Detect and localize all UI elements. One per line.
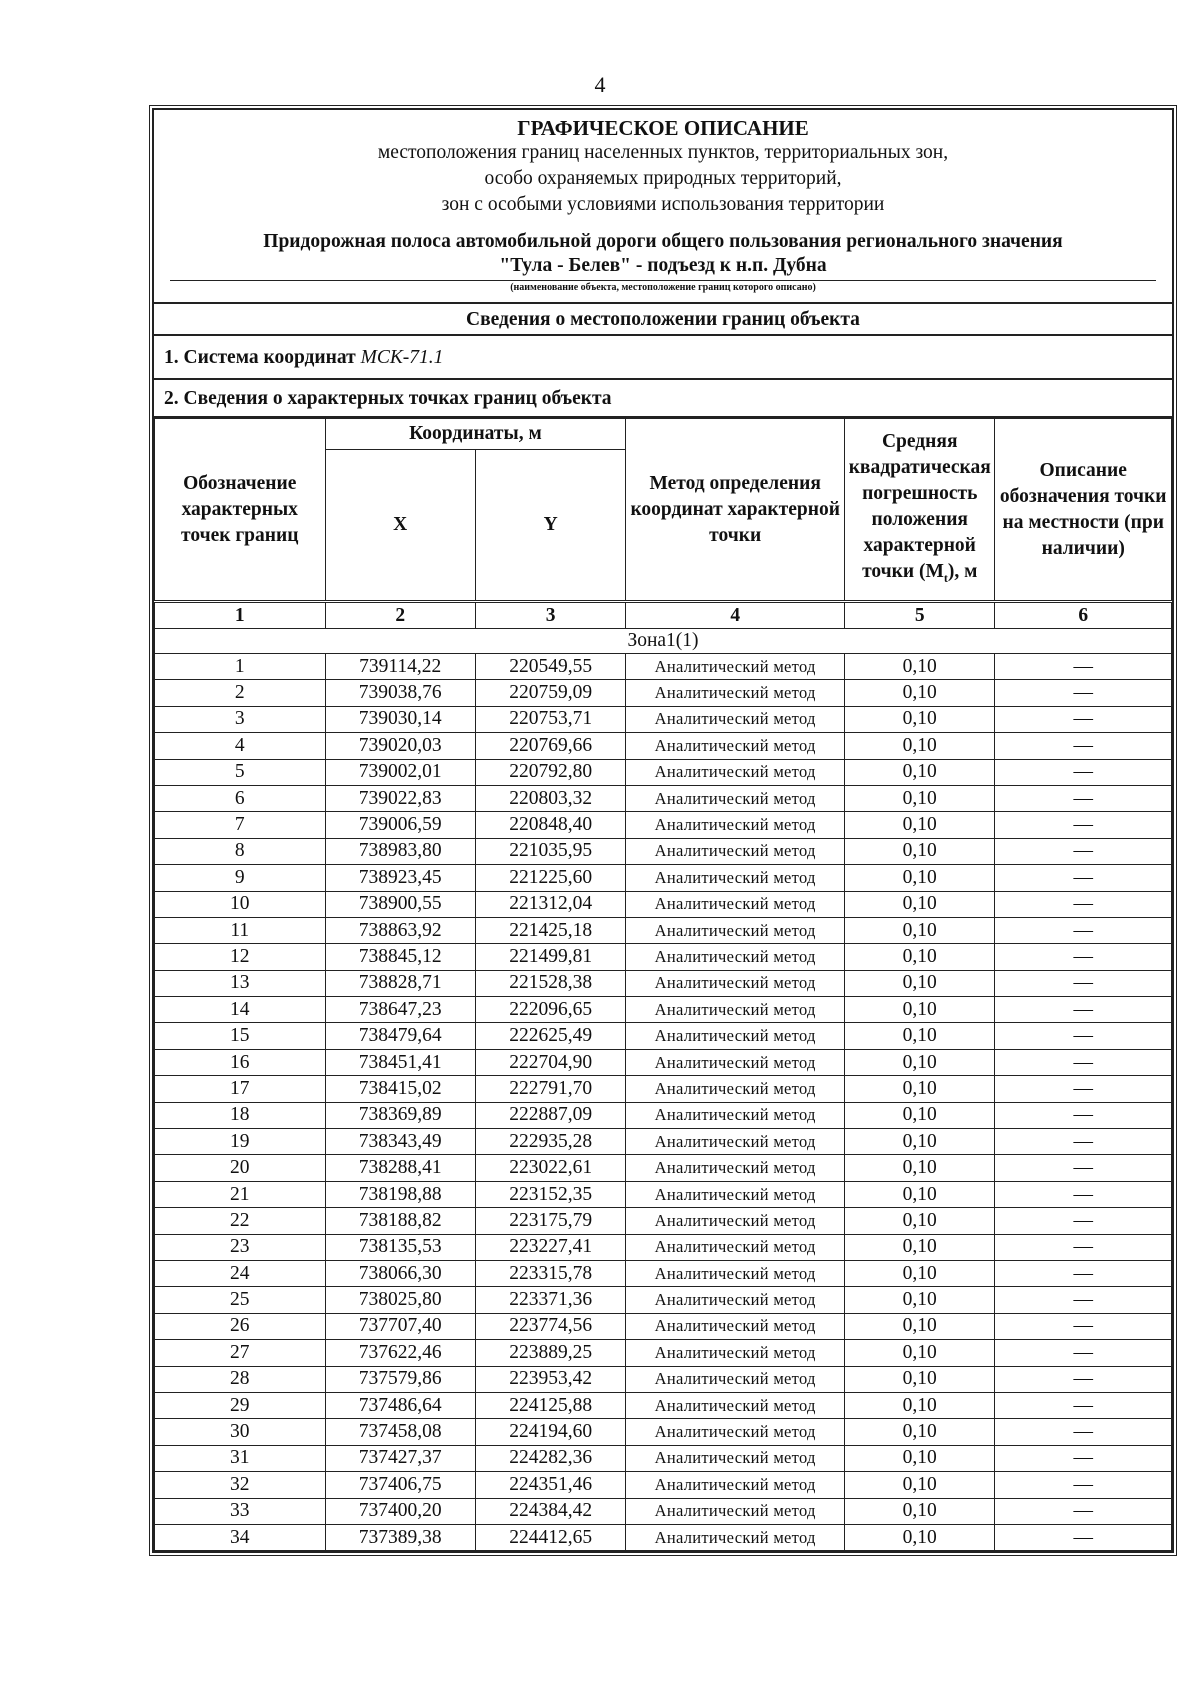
description-cell: — bbox=[995, 1234, 1172, 1260]
method-cell: Аналитический метод bbox=[626, 1076, 845, 1102]
accuracy-cell: 0,10 bbox=[845, 970, 995, 996]
y-coordinate: 222704,90 bbox=[475, 1049, 625, 1075]
point-number: 23 bbox=[155, 1234, 326, 1260]
method-cell: Аналитический метод bbox=[626, 1524, 845, 1550]
point-number: 31 bbox=[155, 1445, 326, 1471]
table-row bbox=[155, 1208, 1172, 1234]
document-title: ГРАФИЧЕСКОЕ ОПИСАНИЕ bbox=[517, 116, 809, 140]
point-number: 13 bbox=[155, 970, 326, 996]
method-cell: Аналитический метод bbox=[626, 1260, 845, 1286]
x-coordinate: 738288,41 bbox=[325, 1155, 475, 1181]
accuracy-cell: 0,10 bbox=[845, 1472, 995, 1498]
accuracy-cell: 0,10 bbox=[845, 1498, 995, 1524]
table-row bbox=[155, 1023, 1172, 1049]
description-cell: — bbox=[995, 997, 1172, 1023]
point-number: 14 bbox=[155, 997, 326, 1023]
accuracy-cell: 0,10 bbox=[845, 1392, 995, 1418]
point-number: 19 bbox=[155, 1129, 326, 1155]
point-number: 18 bbox=[155, 1102, 326, 1128]
table-row bbox=[155, 1102, 1172, 1128]
x-coordinate: 737707,40 bbox=[325, 1313, 475, 1339]
accuracy-cell: 0,10 bbox=[845, 1049, 995, 1075]
table-row bbox=[155, 1181, 1172, 1207]
description-cell: — bbox=[995, 1287, 1172, 1313]
table-row bbox=[155, 1260, 1172, 1286]
table-row bbox=[155, 917, 1172, 943]
column-number: 3 bbox=[475, 602, 625, 629]
x-coordinate: 737458,08 bbox=[325, 1419, 475, 1445]
description-cell: — bbox=[995, 838, 1172, 864]
y-coordinate: 220753,71 bbox=[475, 706, 625, 732]
accuracy-cell: 0,10 bbox=[845, 1287, 995, 1313]
y-coordinate: 223227,41 bbox=[475, 1234, 625, 1260]
table-body bbox=[155, 602, 1172, 1551]
y-coordinate: 222625,49 bbox=[475, 1023, 625, 1049]
header-x: X bbox=[325, 450, 475, 602]
x-coordinate: 738479,64 bbox=[325, 1023, 475, 1049]
method-cell: Аналитический метод bbox=[626, 1181, 845, 1207]
x-coordinate: 737406,75 bbox=[325, 1472, 475, 1498]
method-cell: Аналитический метод bbox=[626, 1049, 845, 1075]
x-coordinate: 738828,71 bbox=[325, 970, 475, 996]
y-coordinate: 223953,42 bbox=[475, 1366, 625, 1392]
coordinate-system-value: МСК-71.1 bbox=[360, 347, 444, 368]
header-point-designation: Обозначение характерных точек границ bbox=[155, 419, 326, 602]
y-coordinate: 223774,56 bbox=[475, 1313, 625, 1339]
x-coordinate: 738369,89 bbox=[325, 1102, 475, 1128]
y-coordinate: 221225,60 bbox=[475, 865, 625, 891]
x-coordinate: 737486,64 bbox=[325, 1392, 475, 1418]
x-coordinate: 737579,86 bbox=[325, 1366, 475, 1392]
description-cell: — bbox=[995, 680, 1172, 706]
point-number: 33 bbox=[155, 1498, 326, 1524]
x-coordinate: 738188,82 bbox=[325, 1208, 475, 1234]
method-cell: Аналитический метод bbox=[626, 917, 845, 943]
y-coordinate: 221312,04 bbox=[475, 891, 625, 917]
coordinate-system-label: 1. Система координат bbox=[164, 347, 356, 368]
table-row bbox=[155, 1472, 1172, 1498]
method-cell: Аналитический метод bbox=[626, 1234, 845, 1260]
column-number: 1 bbox=[155, 602, 326, 629]
table-row bbox=[155, 1392, 1172, 1418]
x-coordinate: 739006,59 bbox=[325, 812, 475, 838]
y-coordinate: 222096,65 bbox=[475, 997, 625, 1023]
x-coordinate: 738343,49 bbox=[325, 1129, 475, 1155]
x-coordinate: 738647,23 bbox=[325, 997, 475, 1023]
description-cell: — bbox=[995, 1419, 1172, 1445]
y-coordinate: 224194,60 bbox=[475, 1419, 625, 1445]
accuracy-cell: 0,10 bbox=[845, 1234, 995, 1260]
method-cell: Аналитический метод bbox=[626, 733, 845, 759]
point-number: 17 bbox=[155, 1076, 326, 1102]
column-number: 4 bbox=[626, 602, 845, 629]
table-row bbox=[155, 680, 1172, 706]
description-cell: — bbox=[995, 1392, 1172, 1418]
description-cell: — bbox=[995, 1155, 1172, 1181]
table-row bbox=[155, 997, 1172, 1023]
method-cell: Аналитический метод bbox=[626, 680, 845, 706]
point-number: 8 bbox=[155, 838, 326, 864]
accuracy-cell: 0,10 bbox=[845, 1313, 995, 1339]
accuracy-cell: 0,10 bbox=[845, 654, 995, 680]
y-coordinate: 224282,36 bbox=[475, 1445, 625, 1471]
x-coordinate: 739022,83 bbox=[325, 785, 475, 811]
x-coordinate: 738198,88 bbox=[325, 1181, 475, 1207]
table-row bbox=[155, 1313, 1172, 1339]
point-number: 12 bbox=[155, 944, 326, 970]
method-cell: Аналитический метод bbox=[626, 1498, 845, 1524]
description-cell: — bbox=[995, 865, 1172, 891]
y-coordinate: 224384,42 bbox=[475, 1498, 625, 1524]
y-coordinate: 223371,36 bbox=[475, 1287, 625, 1313]
column-number: 6 bbox=[995, 602, 1172, 629]
method-cell: Аналитический метод bbox=[626, 785, 845, 811]
table-row bbox=[155, 1340, 1172, 1366]
table-row bbox=[155, 1419, 1172, 1445]
x-coordinate: 739030,14 bbox=[325, 706, 475, 732]
table-row bbox=[155, 1445, 1172, 1471]
boundary-points-table bbox=[154, 418, 1172, 1551]
accuracy-cell: 0,10 bbox=[845, 1260, 995, 1286]
method-cell: Аналитический метод bbox=[626, 1208, 845, 1234]
point-number: 7 bbox=[155, 812, 326, 838]
point-number: 20 bbox=[155, 1155, 326, 1181]
x-coordinate: 737427,37 bbox=[325, 1445, 475, 1471]
y-coordinate: 221528,38 bbox=[475, 970, 625, 996]
point-number: 5 bbox=[155, 759, 326, 785]
y-coordinate: 224351,46 bbox=[475, 1472, 625, 1498]
point-number: 11 bbox=[155, 917, 326, 943]
method-cell: Аналитический метод bbox=[626, 1392, 845, 1418]
table-row bbox=[155, 1498, 1172, 1524]
description-cell: — bbox=[995, 1102, 1172, 1128]
object-name-line: Придорожная полоса автомобильной дороги общего пользования регионального значения bbox=[263, 231, 1063, 252]
table-row bbox=[155, 970, 1172, 996]
table-row bbox=[155, 1524, 1172, 1550]
x-coordinate: 738845,12 bbox=[325, 944, 475, 970]
description-cell: — bbox=[995, 1049, 1172, 1075]
description-cell: — bbox=[995, 917, 1172, 943]
accuracy-cell: 0,10 bbox=[845, 785, 995, 811]
point-number: 9 bbox=[155, 865, 326, 891]
description-cell: — bbox=[995, 1181, 1172, 1207]
point-number: 34 bbox=[155, 1524, 326, 1550]
y-coordinate: 223175,79 bbox=[475, 1208, 625, 1234]
accuracy-cell: 0,10 bbox=[845, 1366, 995, 1392]
y-coordinate: 222887,09 bbox=[475, 1102, 625, 1128]
point-number: 28 bbox=[155, 1366, 326, 1392]
accuracy-cell: 0,10 bbox=[845, 1445, 995, 1471]
point-number: 21 bbox=[155, 1181, 326, 1207]
table-row bbox=[155, 1076, 1172, 1102]
accuracy-cell: 0,10 bbox=[845, 1208, 995, 1234]
description-cell: — bbox=[995, 706, 1172, 732]
accuracy-cell: 0,10 bbox=[845, 1181, 995, 1207]
description-cell: — bbox=[995, 1472, 1172, 1498]
accuracy-cell: 0,10 bbox=[845, 891, 995, 917]
method-cell: Аналитический метод bbox=[626, 1313, 845, 1339]
y-coordinate: 220848,40 bbox=[475, 812, 625, 838]
x-coordinate: 737622,46 bbox=[325, 1340, 475, 1366]
coordinate-system-row bbox=[154, 336, 1172, 380]
table-row bbox=[155, 1129, 1172, 1155]
method-cell: Аналитический метод bbox=[626, 654, 845, 680]
y-coordinate: 220792,80 bbox=[475, 759, 625, 785]
table-row bbox=[155, 1287, 1172, 1313]
column-number: 5 bbox=[845, 602, 995, 629]
method-cell: Аналитический метод bbox=[626, 970, 845, 996]
accuracy-cell: 0,10 bbox=[845, 812, 995, 838]
table-row bbox=[155, 838, 1172, 864]
method-cell: Аналитический метод bbox=[626, 944, 845, 970]
y-coordinate: 224412,65 bbox=[475, 1524, 625, 1550]
accuracy-cell: 0,10 bbox=[845, 997, 995, 1023]
description-cell: — bbox=[995, 759, 1172, 785]
point-number: 4 bbox=[155, 733, 326, 759]
point-number: 25 bbox=[155, 1287, 326, 1313]
accuracy-cell: 0,10 bbox=[845, 1023, 995, 1049]
table-row bbox=[155, 706, 1172, 732]
y-coordinate: 220803,32 bbox=[475, 785, 625, 811]
description-cell: — bbox=[995, 785, 1172, 811]
description-cell: — bbox=[995, 1524, 1172, 1550]
point-number: 6 bbox=[155, 785, 326, 811]
y-coordinate: 220549,55 bbox=[475, 654, 625, 680]
method-cell: Аналитический метод bbox=[626, 997, 845, 1023]
object-caption: (наименование объекта, местоположение границ которого описано) bbox=[510, 282, 816, 293]
accuracy-cell: 0,10 bbox=[845, 944, 995, 970]
description-cell: — bbox=[995, 733, 1172, 759]
description-cell: — bbox=[995, 654, 1172, 680]
description-cell: — bbox=[995, 1498, 1172, 1524]
method-cell: Аналитический метод bbox=[626, 1129, 845, 1155]
description-frame bbox=[152, 108, 1174, 1553]
table-row bbox=[155, 944, 1172, 970]
accuracy-cell: 0,10 bbox=[845, 1340, 995, 1366]
location-info-heading: Сведения о местоположении границ объекта bbox=[154, 304, 1172, 336]
table-row bbox=[155, 1234, 1172, 1260]
table-row bbox=[155, 812, 1172, 838]
point-number: 30 bbox=[155, 1419, 326, 1445]
y-coordinate: 221035,95 bbox=[475, 838, 625, 864]
description-cell: — bbox=[995, 1023, 1172, 1049]
description-cell: — bbox=[995, 1313, 1172, 1339]
x-coordinate: 737400,20 bbox=[325, 1498, 475, 1524]
method-cell: Аналитический метод bbox=[626, 1287, 845, 1313]
y-coordinate: 221425,18 bbox=[475, 917, 625, 943]
y-coordinate: 221499,81 bbox=[475, 944, 625, 970]
header-description: Описание обозначения точки на местности (при наличии) bbox=[995, 419, 1172, 602]
x-coordinate: 738415,02 bbox=[325, 1076, 475, 1102]
method-cell: Аналитический метод bbox=[626, 1472, 845, 1498]
y-coordinate: 220759,09 bbox=[475, 680, 625, 706]
x-coordinate: 738983,80 bbox=[325, 838, 475, 864]
y-coordinate: 223889,25 bbox=[475, 1340, 625, 1366]
y-coordinate: 220769,66 bbox=[475, 733, 625, 759]
document-header bbox=[154, 110, 1172, 304]
table-row bbox=[155, 733, 1172, 759]
description-cell: — bbox=[995, 812, 1172, 838]
column-number-row bbox=[155, 602, 1172, 629]
point-number: 32 bbox=[155, 1472, 326, 1498]
y-coordinate: 223315,78 bbox=[475, 1260, 625, 1286]
accuracy-cell: 0,10 bbox=[845, 917, 995, 943]
point-number: 27 bbox=[155, 1340, 326, 1366]
method-cell: Аналитический метод bbox=[626, 1419, 845, 1445]
accuracy-cell: 0,10 bbox=[845, 838, 995, 864]
x-coordinate: 738863,92 bbox=[325, 917, 475, 943]
description-cell: — bbox=[995, 891, 1172, 917]
x-coordinate: 739020,03 bbox=[325, 733, 475, 759]
subtitle-line: местоположения границ населенных пунктов, территориальных зон, bbox=[377, 142, 949, 163]
method-cell: Аналитический метод bbox=[626, 865, 845, 891]
x-coordinate: 738025,80 bbox=[325, 1287, 475, 1313]
accuracy-cell: 0,10 bbox=[845, 706, 995, 732]
table-row bbox=[155, 785, 1172, 811]
description-cell: — bbox=[995, 1445, 1172, 1471]
method-cell: Аналитический метод bbox=[626, 1155, 845, 1181]
table-row bbox=[155, 1049, 1172, 1075]
description-cell: — bbox=[995, 1340, 1172, 1366]
accuracy-cell: 0,10 bbox=[845, 1155, 995, 1181]
y-coordinate: 222935,28 bbox=[475, 1129, 625, 1155]
header-accuracy: Средняя квадратическая погрешность положения характерной точки $(M_t)$, м bbox=[845, 419, 995, 602]
method-cell: Аналитический метод bbox=[626, 706, 845, 732]
accuracy-cell: 0,10 bbox=[845, 680, 995, 706]
point-number: 24 bbox=[155, 1260, 326, 1286]
point-number: 16 bbox=[155, 1049, 326, 1075]
point-number: 29 bbox=[155, 1392, 326, 1418]
point-number: 3 bbox=[155, 706, 326, 732]
accuracy-cell: 0,10 bbox=[845, 1102, 995, 1128]
table-row bbox=[155, 1366, 1172, 1392]
method-cell: Аналитический метод bbox=[626, 1366, 845, 1392]
point-number: 26 bbox=[155, 1313, 326, 1339]
x-coordinate: 738923,45 bbox=[325, 865, 475, 891]
table-row bbox=[155, 865, 1172, 891]
object-name-line: "Тула - Белев" - подъезд к н.п. Дубна bbox=[499, 255, 827, 276]
method-cell: Аналитический метод bbox=[626, 838, 845, 864]
accuracy-cell: 0,10 bbox=[845, 1524, 995, 1550]
point-number: 1 bbox=[155, 654, 326, 680]
y-coordinate: 223152,35 bbox=[475, 1181, 625, 1207]
header-method: Метод определения координат характерной точки bbox=[626, 419, 845, 602]
y-coordinate: 223022,61 bbox=[475, 1155, 625, 1181]
points-heading: 2. Сведения о характерных точках границ объекта bbox=[154, 380, 1172, 418]
zone-row bbox=[155, 629, 1172, 654]
method-cell: Аналитический метод bbox=[626, 1023, 845, 1049]
subtitle-line: зон с особыми условиями использования территории bbox=[441, 194, 885, 215]
subtitle-line: особо охраняемых природных территорий, bbox=[484, 168, 842, 189]
zone-label: Зона1(1) bbox=[155, 629, 1172, 654]
x-coordinate: 739002,01 bbox=[325, 759, 475, 785]
header-coordinates: Координаты, м bbox=[325, 419, 626, 450]
method-cell: Аналитический метод bbox=[626, 1340, 845, 1366]
accuracy-cell: 0,10 bbox=[845, 1129, 995, 1155]
description-cell: — bbox=[995, 970, 1172, 996]
table-row bbox=[155, 891, 1172, 917]
description-cell: — bbox=[995, 1260, 1172, 1286]
accuracy-cell: 0,10 bbox=[845, 759, 995, 785]
method-cell: Аналитический метод bbox=[626, 891, 845, 917]
column-number: 2 bbox=[325, 602, 475, 629]
description-cell: — bbox=[995, 1076, 1172, 1102]
y-coordinate: 224125,88 bbox=[475, 1392, 625, 1418]
x-coordinate: 737389,38 bbox=[325, 1524, 475, 1550]
method-cell: Аналитический метод bbox=[626, 1445, 845, 1471]
point-number: 10 bbox=[155, 891, 326, 917]
description-cell: — bbox=[995, 1366, 1172, 1392]
accuracy-cell: 0,10 bbox=[845, 865, 995, 891]
method-cell: Аналитический метод bbox=[626, 1102, 845, 1128]
x-coordinate: 739114,22 bbox=[325, 654, 475, 680]
x-coordinate: 738451,41 bbox=[325, 1049, 475, 1075]
table-row bbox=[155, 1155, 1172, 1181]
table-row bbox=[155, 654, 1172, 680]
y-coordinate: 222791,70 bbox=[475, 1076, 625, 1102]
page-number: 4 bbox=[594, 72, 606, 97]
x-coordinate: 738066,30 bbox=[325, 1260, 475, 1286]
method-cell: Аналитический метод bbox=[626, 812, 845, 838]
x-coordinate: 738900,55 bbox=[325, 891, 475, 917]
table-row bbox=[155, 759, 1172, 785]
x-coordinate: 738135,53 bbox=[325, 1234, 475, 1260]
accuracy-cell: 0,10 bbox=[845, 1419, 995, 1445]
description-cell: — bbox=[995, 944, 1172, 970]
method-cell: Аналитический метод bbox=[626, 759, 845, 785]
x-coordinate: 739038,76 bbox=[325, 680, 475, 706]
description-cell: — bbox=[995, 1208, 1172, 1234]
point-number: 2 bbox=[155, 680, 326, 706]
header-y: Y bbox=[475, 450, 625, 602]
accuracy-cell: 0,10 bbox=[845, 733, 995, 759]
accuracy-cell: 0,10 bbox=[845, 1076, 995, 1102]
point-number: 15 bbox=[155, 1023, 326, 1049]
description-cell: — bbox=[995, 1129, 1172, 1155]
point-number: 22 bbox=[155, 1208, 326, 1234]
